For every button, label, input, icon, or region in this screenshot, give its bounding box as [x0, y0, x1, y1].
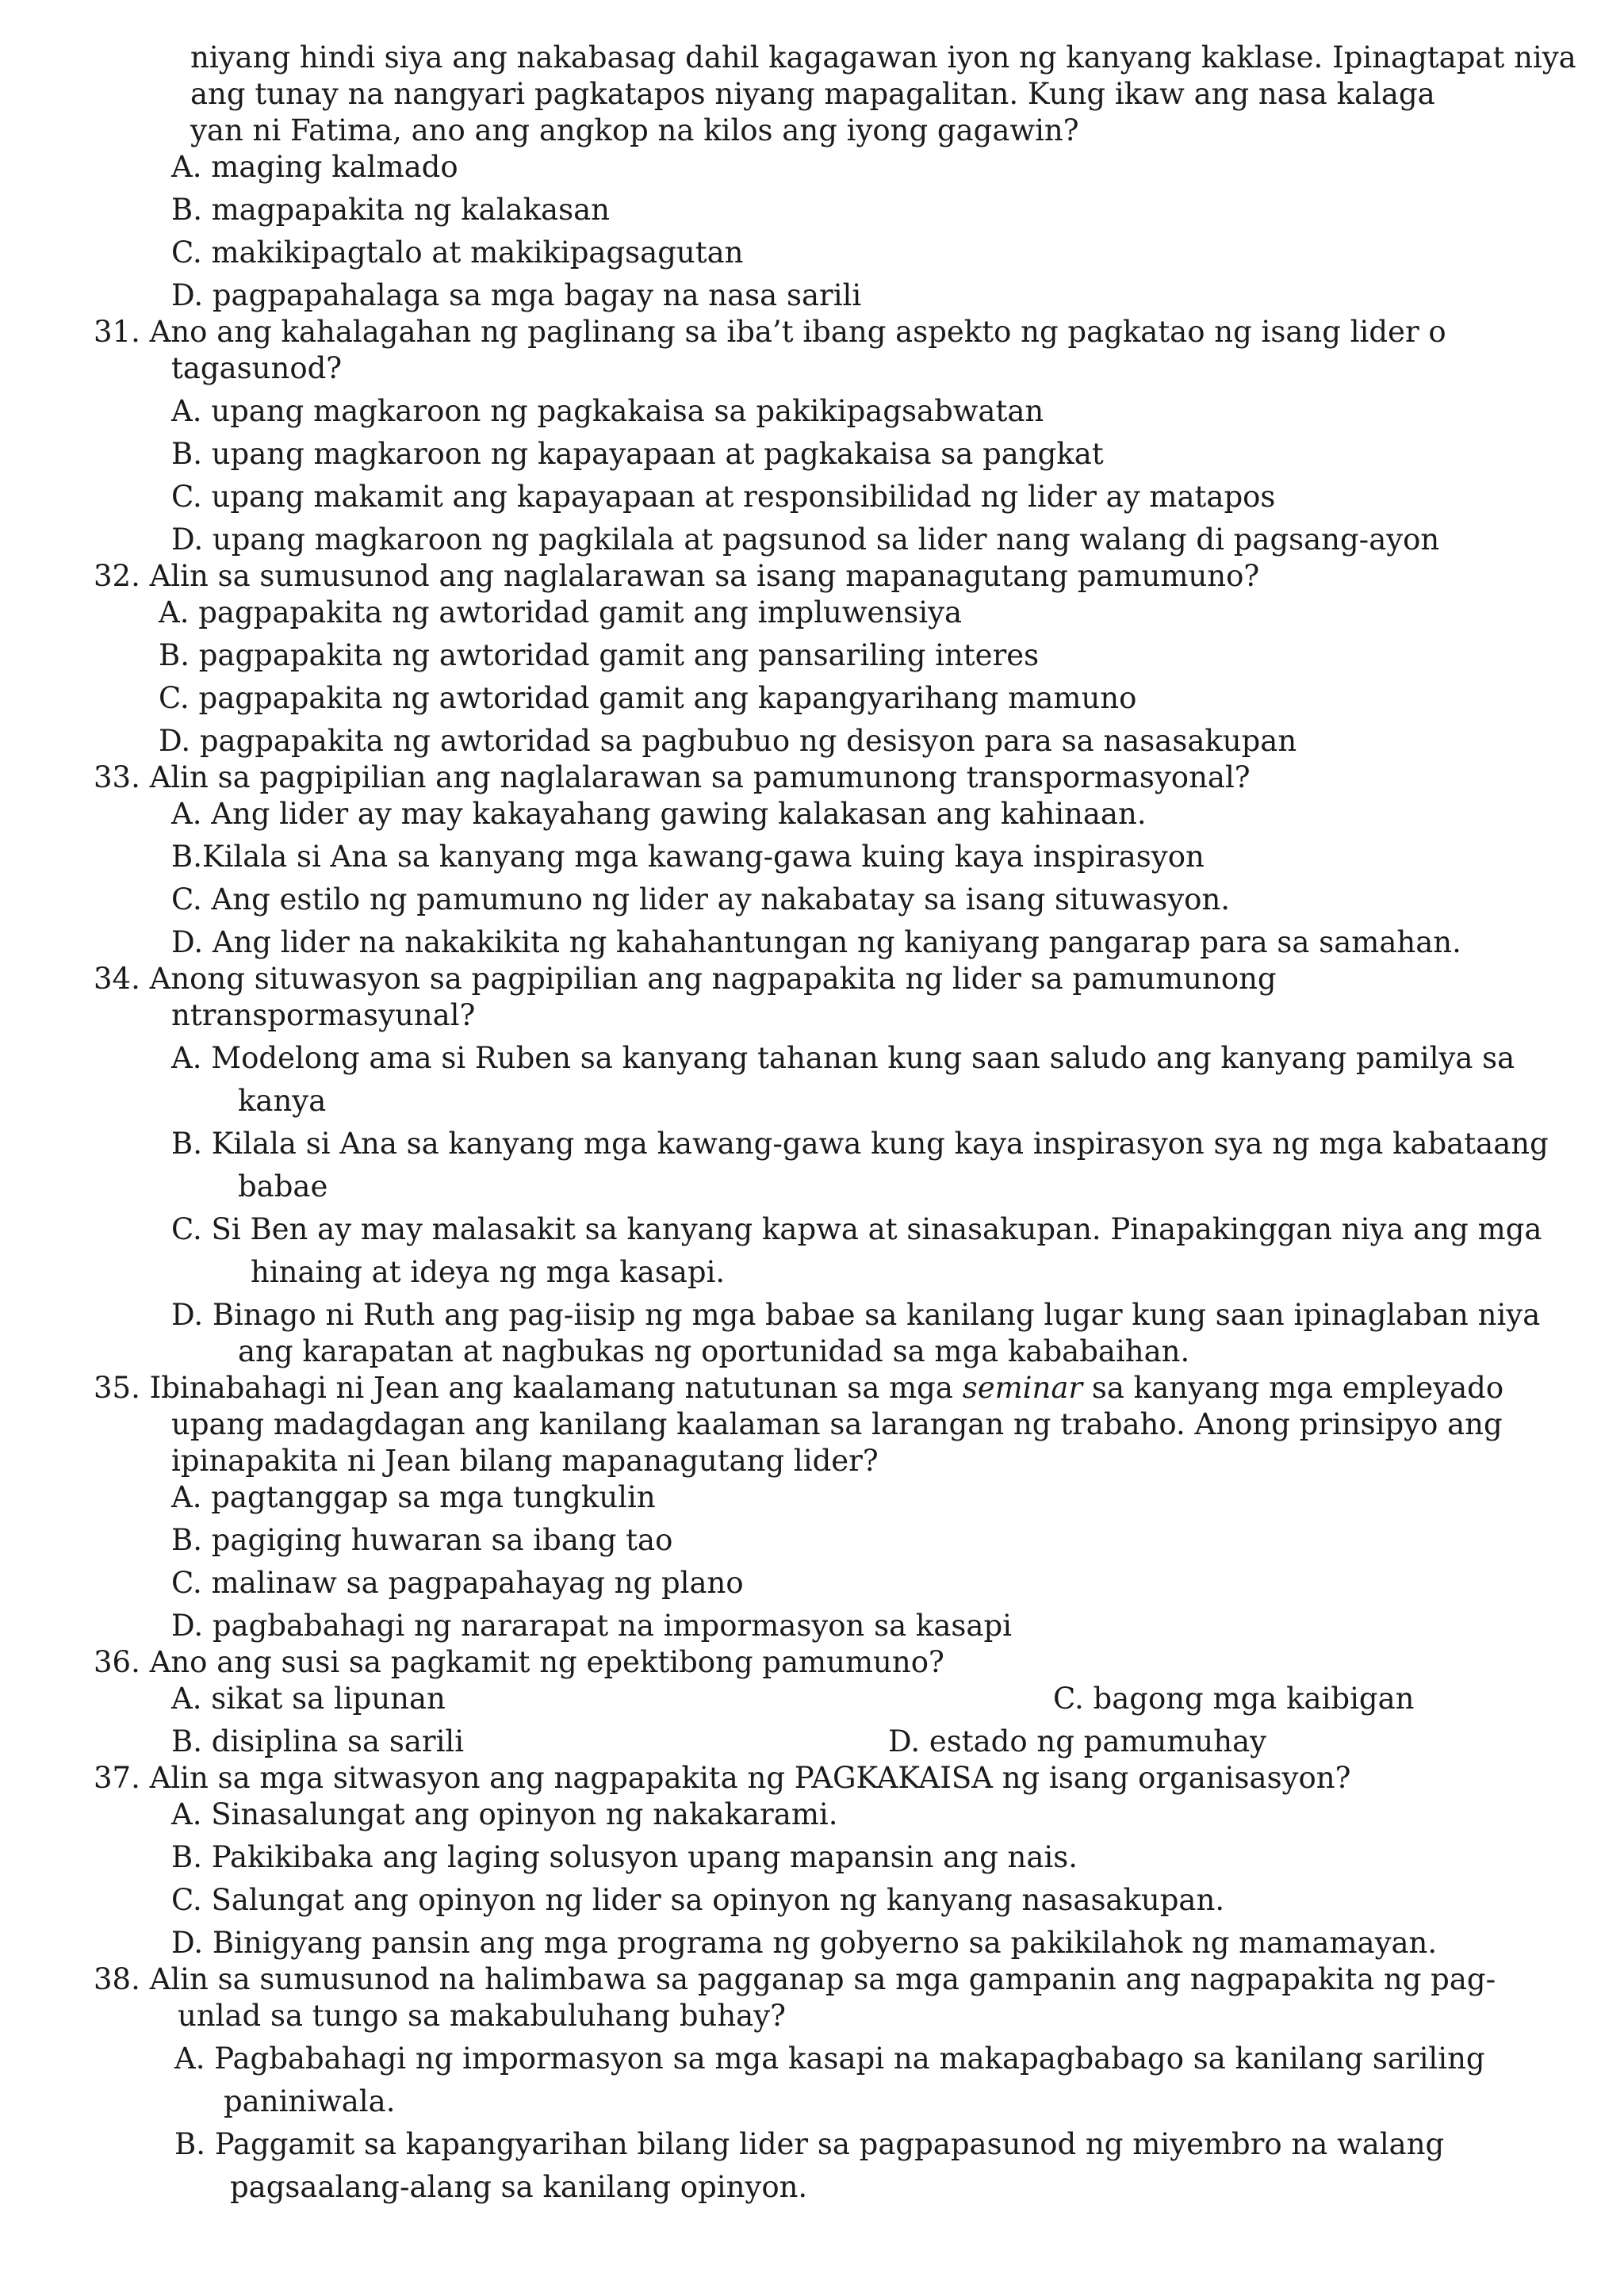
choice-row	[171, 1681, 1624, 1717]
choice-b: B. Paggamit sa kapangyarihan bilang lider sa pagpapasunod ng miyembro na walang	[174, 2127, 1445, 2161]
question-35-cont: upang madagdagan ang kanilang kaalaman sa larangan ng trabaho. Anong prinsipyo ang	[171, 1407, 1503, 1441]
choice-c: C. malinaw sa pagpapahayag ng plano	[171, 1566, 744, 1600]
choice-d: D. Binago ni Ruth ang pag-iisip ng mga babae sa kanilang lugar kung saan ipinaglaban niya	[171, 1298, 1541, 1332]
question-35-emphasis: seminar	[962, 1371, 1083, 1405]
choice-a: A. Sinasalungat ang opinyon ng nakakarami.	[171, 1797, 838, 1831]
question-32: 32. Alin sa sumusunod ang naglalarawan sa isang mapanagutang pamumuno?	[94, 559, 1260, 593]
choice-c-cont: hinaing at ideya ng mga kasapi.	[251, 1255, 726, 1289]
question-text: niyang hindi siya ang nakabasag dahil kagagawan iyon ng kanyang kaklase. Ipinagtapat niya	[190, 40, 1576, 75]
question-31: 31. Ano ang kahalagahan ng paglinang sa iba’t ibang aspekto ng pagkatao ng isang lider o	[94, 315, 1446, 349]
choice-a: A. maging kalmado	[171, 150, 458, 184]
question-38: 38. Alin sa sumusunod na halimbawa sa pagganap sa mga gampanin ang nagpapakita ng pag-	[94, 1962, 1496, 1996]
choice-d: D. estado ng pamumuhay	[888, 1724, 1267, 1758]
choice-d: D. pagbabahagi ng nararapat na impormasyon sa kasapi	[171, 1609, 1012, 1643]
choice-a: A. Modelong ama si Ruben sa kanyang tahanan kung saan saludo ang kanyang pamilya sa	[171, 1041, 1515, 1075]
choice-d: D. pagpapahalaga sa mga bagay na nasa sarili	[171, 278, 862, 312]
choice-c: C. Salungat ang opinyon ng lider sa opinyon ng kanyang nasasakupan.	[171, 1883, 1225, 1917]
choice-a: A. pagpapakita ng awtoridad gamit ang impluwensiya	[159, 595, 963, 629]
choice-c: C. upang makamit ang kapayapaan at responsibilidad ng lider ay matapos	[171, 480, 1276, 514]
choice-d: D. pagpapakita ng awtoridad sa pagbubuo ng desisyon para sa nasasakupan	[159, 724, 1297, 758]
choice-a: A. Pagbabahagi ng impormasyon sa mga kasapi na makapagbabago sa kanilang sariling	[174, 2042, 1485, 2076]
choice-b: B. pagiging huwaran sa ibang tao	[171, 1523, 673, 1557]
choice-a: A. Ang lider ay may kakayahang gawing kalakasan ang kahinaan.	[171, 797, 1147, 831]
choice-c: C. bagong mga kaibigan	[1053, 1682, 1415, 1716]
question-38-cont: unlad sa tungo sa makabuluhang buhay?	[178, 1999, 786, 2033]
choice-b: B. Pakikibaka ang laging solusyon upang mapansin ang nais.	[171, 1840, 1078, 1874]
choice-b: B. disiplina sa sarili	[171, 1724, 465, 1758]
choice-c: C. pagpapakita ng awtoridad gamit ang kapangyarihang mamuno	[159, 681, 1137, 715]
choice-b: B. Kilala si Ana sa kanyang mga kawang-gawa kung kaya inspirasyon sya ng mga kabataang	[171, 1127, 1549, 1161]
question-37: 37. Alin sa mga sitwasyon ang nagpapakita ng PAGKAKAISA ng isang organisasyon?	[94, 1761, 1351, 1795]
question-33: 33. Alin sa pagpipilian ang naglalarawan sa pamumunong transpormasyonal?	[94, 760, 1251, 794]
question-text: ang tunay na nangyari pagkatapos niyang mapagalitan. Kung ikaw ang nasa kalaga	[190, 77, 1435, 111]
question-text: yan ni Fatima, ano ang angkop na kilos ang iyong gagawin?	[190, 113, 1079, 147]
choice-b: B. magpapakita ng kalakasan	[171, 193, 610, 227]
choice-b: B. upang magkaroon ng kapayapaan at pagkakaisa sa pangkat	[171, 437, 1104, 471]
question-35-cont: ipinapakita ni Jean bilang mapanagutang lider?	[171, 1444, 879, 1478]
choice-c: C. Si Ben ay may malasakit sa kanyang kapwa at sinasakupan. Pinapakinggan niya ang mga	[171, 1212, 1542, 1246]
choice-a-cont: kanya	[238, 1084, 327, 1118]
question-36: 36. Ano ang susi sa pagkamit ng epektibong pamumuno?	[94, 1645, 944, 1679]
choice-d-cont: ang karapatan at nagbukas ng oportunidad sa mga kababaihan.	[238, 1334, 1190, 1368]
choice-c: C. Ang estilo ng pamumuno ng lider ay nakabatay sa isang situwasyon.	[171, 882, 1231, 916]
choice-a-cont: paniniwala.	[224, 2084, 396, 2118]
choice-b-cont: pagsaalang-alang sa kanilang opinyon.	[230, 2170, 808, 2204]
question-35-text-b: sa kanyang mga empleyado	[1082, 1371, 1504, 1405]
choice-a: A. pagtanggap sa mga tungkulin	[171, 1480, 656, 1514]
choice-d: D. upang magkaroon ng pagkilala at pagsunod sa lider nang walang di pagsang-ayon	[171, 522, 1440, 557]
question-35	[94, 1370, 1624, 1406]
choice-c: C. makikipagtalo at makikipagsagutan	[171, 235, 744, 270]
question-34: 34. Anong situwasyon sa pagpipilian ang nagpapakita ng lider sa pamumunong	[94, 962, 1277, 996]
choice-b: B.Kilala si Ana sa kanyang mga kawang-gawa kuing kaya inspirasyon	[171, 840, 1205, 874]
choice-b-cont: babae	[238, 1169, 328, 1203]
question-34-cont: ntranspormasyunal?	[171, 998, 476, 1032]
choice-d: D. Binigyang pansin ang mga programa ng gobyerno sa pakikilahok ng mamamayan.	[171, 1926, 1438, 1960]
choice-d: D. Ang lider na nakakikita ng kahahantungan ng kaniyang pangarap para sa samahan.	[171, 925, 1461, 959]
choice-a: A. sikat sa lipunan	[171, 1682, 446, 1716]
choice-a: A. upang magkaroon ng pagkakaisa sa pakikipagsabwatan	[171, 394, 1044, 428]
question-35-text-a: 35. Ibinabahagi ni Jean ang kaalamang natutunan sa mga	[94, 1371, 963, 1405]
choice-b: B. pagpapakita ng awtoridad gamit ang pansariling interes	[159, 638, 1040, 672]
choice-row	[171, 1724, 1624, 1760]
question-31-cont: tagasunod?	[171, 351, 343, 385]
exam-page	[0, 40, 1624, 2206]
